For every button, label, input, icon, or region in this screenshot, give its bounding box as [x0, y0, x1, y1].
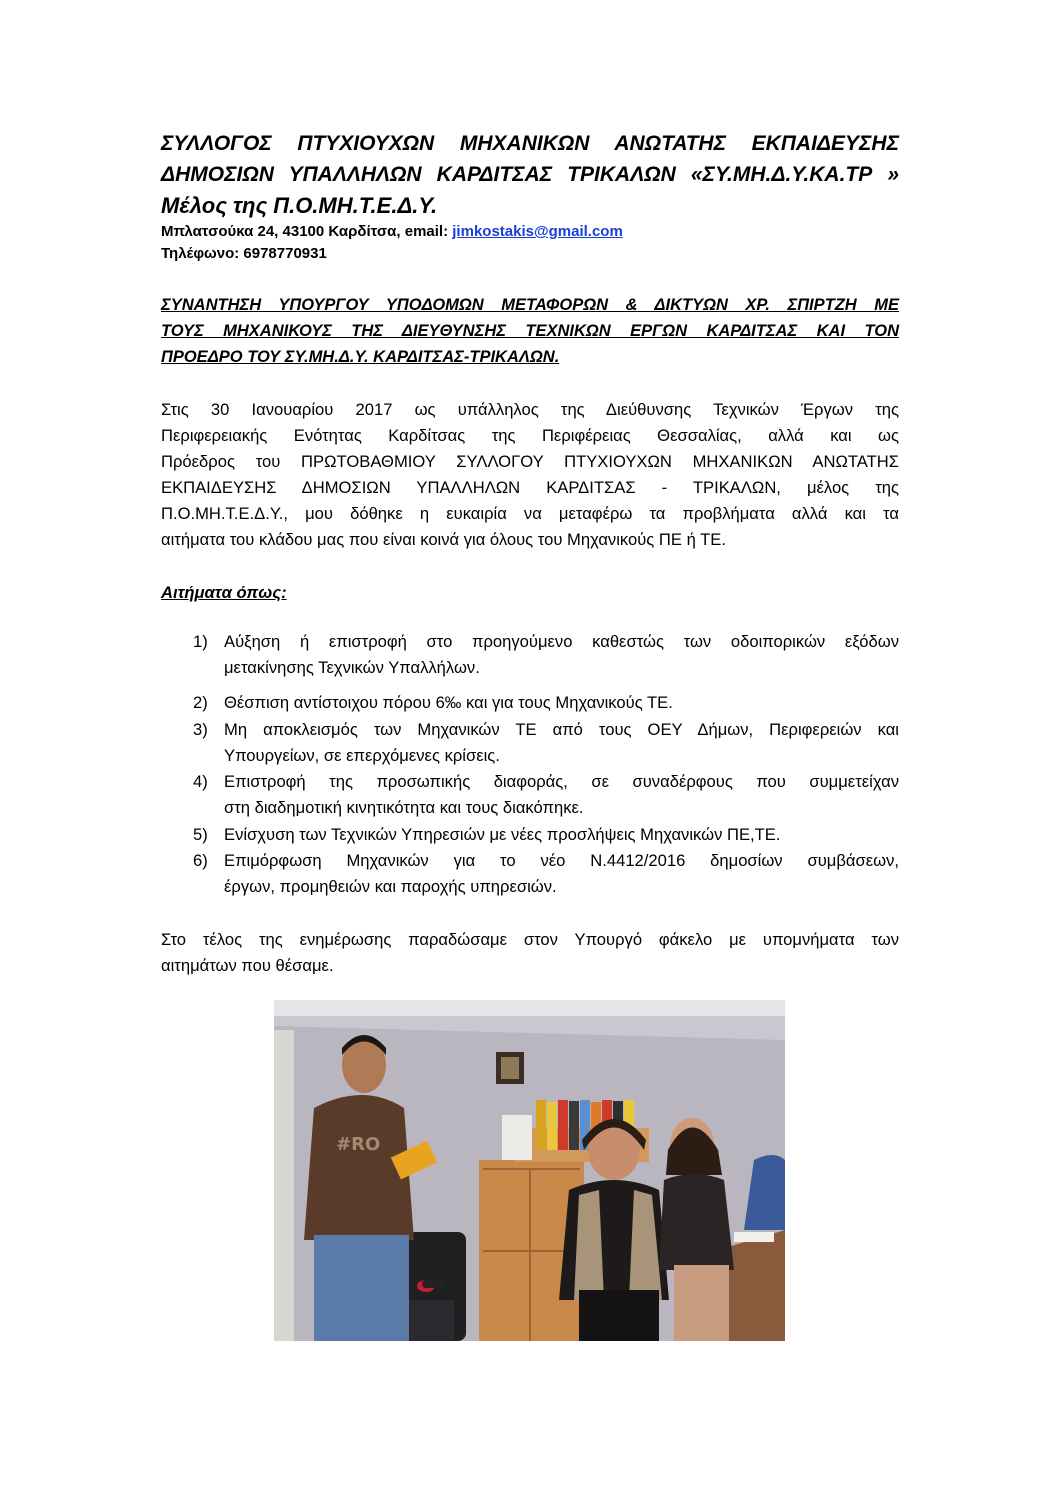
intro-line-5: Π.Ο.ΜΗ.Τ.Ε.Δ.Υ., μου δόθηκε η ευκαιρία να μεταφέρω τα προβλήματα αλλά και τα — [161, 504, 899, 523]
requests-heading: Αιτήματα όπως: — [161, 583, 287, 602]
request-text-line: Επιστροφή της προσωπικής διαφοράς, σε συναδέρφους που συμμετείχαν — [224, 772, 899, 791]
intro-line-6: αιτήματα του κλάδου μας που είναι κοινά για όλους του Μηχανικούς ΠΕ ή ΤΕ. — [161, 530, 726, 549]
request-text-line: Θέσπιση αντίστοιχου πόρου 6‰ και για τους Μηχανικούς ΤΕ. — [224, 693, 673, 712]
header-title-line-2: ΔΗΜΟΣΙΩΝ ΥΠΑΛΛΗΛΩΝ ΚΑΡΔΙΤΣΑΣ ΤΡΙΚΑΛΩΝ «ΣΥ.ΜΗ.Δ.Υ.ΚΑ.ΤΡ » — [161, 163, 899, 186]
intro-line-3: Πρόεδρος του ΠΡΩΤΟΒΑΘΜΙΟΥ ΣΥΛΛΟΓΟΥ ΠΤΥΧΙΟΥΧΩΝ ΜΗΧΑΝΙΚΩΝ ΑΝΩΤΑΤΗΣ — [161, 452, 899, 471]
intro-line-4: ΕΚΠΑΙΔΕΥΣΗΣ ΔΗΜΟΣΙΩΝ ΥΠΑΛΛΗΛΩΝ ΚΑΡΔΙΤΣΑΣ - ΤΡΙΚΑΛΩΝ, μέλος της — [161, 478, 899, 497]
contact-address — [161, 221, 623, 243]
request-number: 2) — [193, 693, 208, 712]
address-text: Μπλατσούκα 24, 43100 Καρδίτσα, email: — [161, 223, 453, 240]
intro-line-1: Στις 30 Ιανουαρίου 2017 ως υπάλληλος της Διεύθυνσης Τεχνικών Έργων της — [161, 400, 899, 419]
request-text-line: Αύξηση ή επιστροφή στο προηγούμενο καθεστώς των οδοιπορικών εξόδων — [224, 632, 899, 651]
request-number: 5) — [193, 825, 208, 844]
closing-line-2: αιτημάτων που θέσαμε. — [161, 956, 334, 975]
intro-line-2: Περιφερειακής Ενότητας Καρδίτσας της Περιφέρειας Θεσσαλίας, αλλά και ως — [161, 426, 899, 445]
request-text-line: Ενίσχυση των Τεχνικών Υπηρεσιών με νέες προσλήψεις Μηχανικών ΠΕ,ΤΕ. — [224, 825, 781, 844]
contact-phone: Τηλέφωνο: 6978770931 — [161, 245, 327, 262]
request-text-line: Υπουργείων, σε επερχόμενες κρίσεις. — [224, 746, 500, 765]
subject-line-1: ΣΥΝΑΝΤΗΣΗ ΥΠΟΥΡΓΟΥ ΥΠΟΔΟΜΩΝ ΜΕΤΑΦΟΡΩΝ & ΔΙΚΤΥΩΝ ΧΡ. ΣΠΙΡΤΖΗ ΜΕ — [161, 296, 899, 314]
request-text-line: μετακίνησης Τεχνικών Υπαλλήλων. — [224, 658, 480, 677]
subject-line-2: ΤΟΥΣ ΜΗΧΑΝΙΚΟΥΣ ΤΗΣ ΔΙΕΥΘΥΝΣΗΣ ΤΕΧΝΙΚΩΝ ΕΡΓΩΝ ΚΑΡΔΙΤΣΑΣ ΚΑΙ ΤΟΝ — [161, 322, 899, 340]
email-link[interactable]: jimkostakis@gmail.com — [452, 223, 623, 240]
request-text-line: Μη αποκλεισμός των Μηχανικών ΤΕ από τους ΟΕΥ Δήμων, Περιφερειών και — [224, 720, 899, 739]
request-number: 3) — [193, 720, 208, 739]
header-title-line-1: ΣΥΛΛΟΓΟΣ ΠΤΥΧΙΟΥΧΩΝ ΜΗΧΑΝΙΚΩΝ ΑΝΩΤΑΤΗΣ ΕΚΠΑΙΔΕΥΣΗΣ — [161, 132, 899, 155]
meeting-photo-illustration — [274, 1000, 785, 1341]
closing-line-1: Στο τέλος της ενημέρωσης παραδώσαμε στον Υπουργό φάκελο με υπομνήματα των — [161, 930, 899, 949]
request-text-line: στη διαδημοτική κινητικότητα και τους διακόπηκε. — [224, 798, 584, 817]
request-text-line: Επιμόρφωση Μηχανικών για το νέο Ν.4412/2016 δημοσίων συμβάσεων, — [224, 851, 899, 870]
request-number: 4) — [193, 772, 208, 791]
header-title-line-3: Μέλος της Π.Ο.ΜΗ.Τ.Ε.Δ.Υ. — [161, 193, 438, 218]
meeting-photo — [274, 1000, 785, 1341]
request-number: 1) — [193, 632, 208, 651]
subject-line-3: ΠΡΟΕΔΡΟ ΤΟΥ ΣΥ.ΜΗ.Δ.Υ. ΚΑΡΔΙΤΣΑΣ-ΤΡΙΚΑΛΩΝ. — [161, 348, 560, 366]
request-text-line: έργων, προμηθειών και παροχής υπηρεσιών. — [224, 877, 557, 896]
shirt-text: #RO — [336, 1134, 381, 1155]
request-number: 6) — [193, 851, 208, 870]
